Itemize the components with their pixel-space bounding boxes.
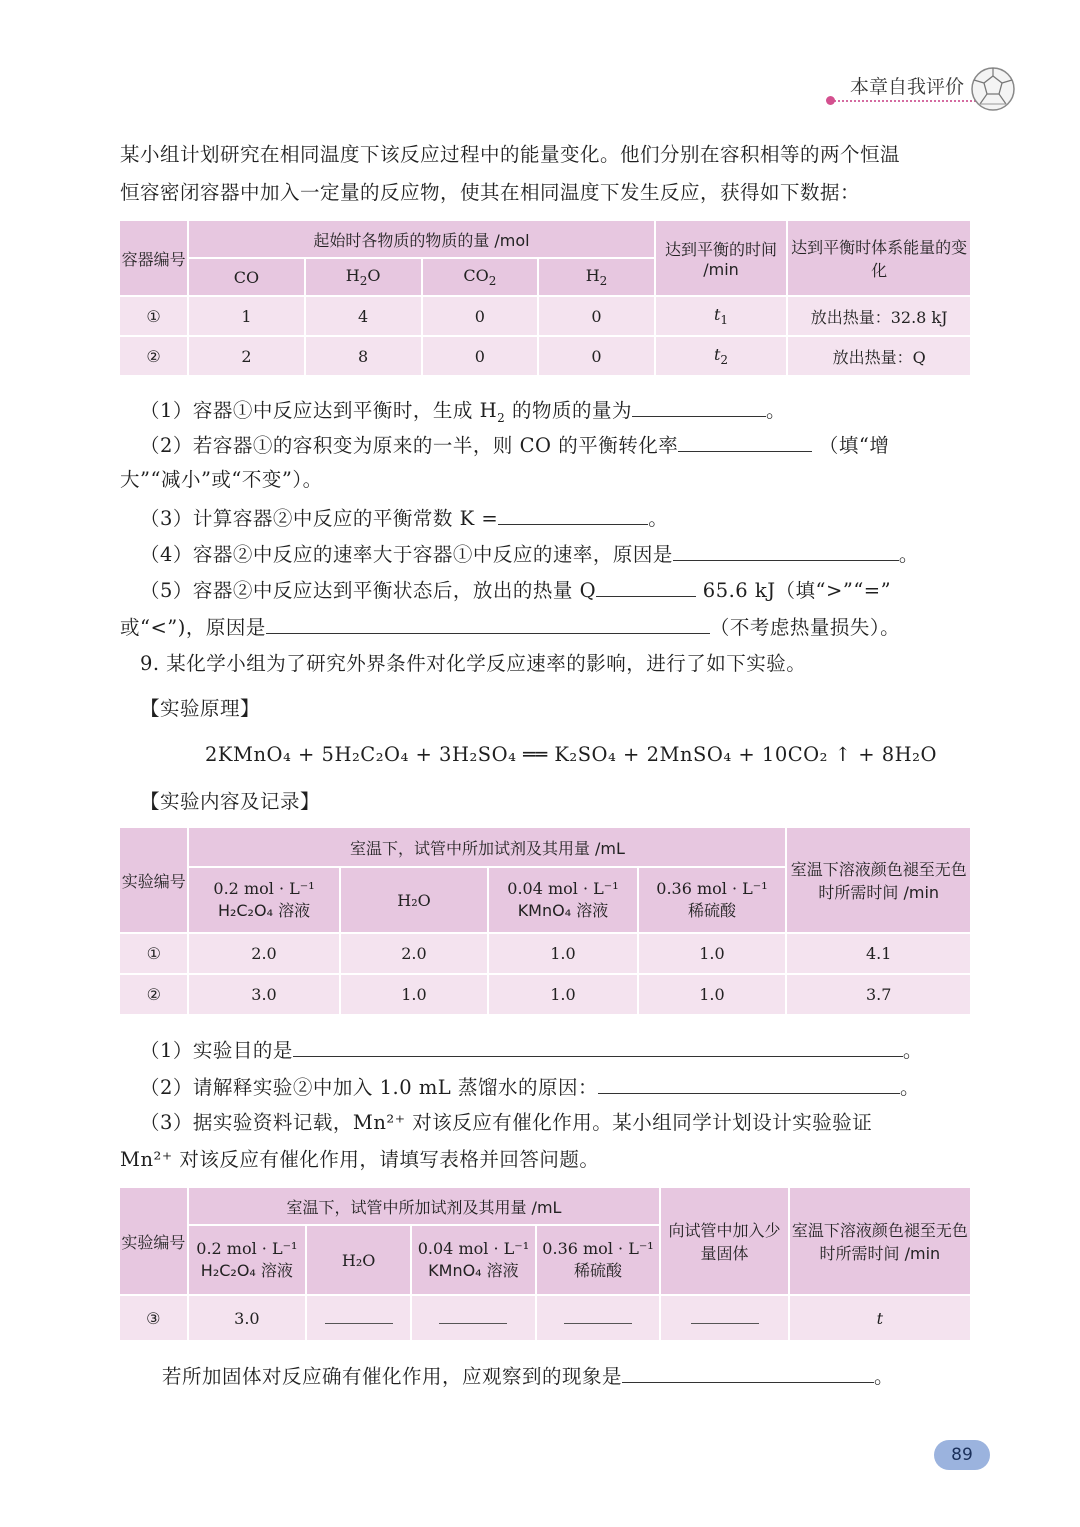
table-experiment [118, 826, 972, 1016]
page-header [820, 70, 1020, 110]
header-dot [826, 96, 835, 105]
header-title: 本章自我评价 [850, 76, 965, 98]
th-fade-time: 室温下溶液颜色褪至无色时所需时间 /min [789, 1187, 971, 1295]
q8-2-cont: 大”“减小”或“不变”）。 [120, 468, 323, 491]
table-energy [118, 219, 972, 377]
principle-label: 【实验原理】 [140, 697, 261, 720]
th-kmno4: 0.04 mol · L⁻¹ KMnO₄ 溶液 [488, 867, 637, 933]
th-fade-time: 室温下溶液颜色褪至无色时所需时间 /min [786, 827, 971, 933]
th-h2: $H_2$ [538, 258, 655, 296]
q9-intro: 9. 某化学小组为了研究外界条件对化学反应速率的影响，进行了如下实验。 [140, 652, 807, 675]
th-h2o: $H_2O$ [305, 258, 422, 296]
q8-5: （5）容器②中反应达到平衡状态后，放出的热量 Q 65.6 kJ（填“>”“=” [140, 579, 892, 602]
content-label: 【实验内容及记录】 [140, 790, 321, 813]
th-solid: 向试管中加入少量固体 [660, 1187, 788, 1295]
th-equilibrium-time: 达到平衡的时间 /min [655, 220, 788, 296]
reaction-equation: 2KMnO₄ + 5H₂C₂O₄ + 3H₂SO₄ ══ K₂SO₄ + 2MnSO₄ + 10CO₂ ↑ + 8H₂O [205, 743, 937, 766]
blank-kmno4 [411, 1295, 536, 1341]
table-catalyst [118, 1186, 972, 1342]
q9-3-cont: Mn²⁺ 对该反应有催化作用，请填写表格并回答问题。 [120, 1148, 600, 1171]
th-co2: $CO_2$ [422, 258, 539, 296]
q8-5-cont: 或“<”)，原因是 （不考虑热量损失）。 [120, 616, 901, 639]
table-row: ③ 3.0 t [119, 1295, 971, 1341]
blank-h2so4 [536, 1295, 661, 1341]
th-container: 容器编号 [119, 220, 188, 296]
fullerene-icon [970, 66, 1016, 112]
th-reagents: 室温下，试管中所加试剂及其用量 /mL [188, 827, 786, 867]
q9-2: （2）请解释实验②中加入 1.0 mL 蒸馏水的原因： 。 [140, 1076, 920, 1099]
table-row: ① 2.0 2.0 1.0 1.0 4.1 [119, 933, 971, 974]
q9-3: （3）据实验资料记载，Mn²⁺ 对该反应有催化作用。某小组同学计划设计实验验证 [140, 1111, 873, 1134]
table-row: ① 1 4 0 0 $t_1$ 放出热量：32.8 kJ [119, 296, 971, 336]
th-water: H₂O [306, 1225, 411, 1295]
th-co: CO [188, 258, 305, 296]
th-kmno4: 0.04 mol · L⁻¹ KMnO₄ 溶液 [411, 1225, 536, 1295]
q9-1: （1）实验目的是 。 [140, 1039, 923, 1062]
th-exp-no: 实验编号 [119, 827, 188, 933]
q8-2: （2）若容器①的容积变为原来的一半，则 CO 的平衡转化率 （填“增 [140, 434, 890, 457]
th-h2c2o4: 0.2 mol · L⁻¹ H₂C₂O₄ 溶液 [188, 1225, 306, 1295]
table-row: ② 3.0 1.0 1.0 1.0 3.7 [119, 974, 971, 1015]
th-h2c2o4: 0.2 mol · L⁻¹ H₂C₂O₄ 溶液 [188, 867, 339, 933]
header-dotted-line [830, 100, 980, 102]
page-number: 89 [934, 1440, 990, 1470]
th-water: H₂O [340, 867, 489, 933]
blank-water [306, 1295, 411, 1341]
th-reagents: 室温下，试管中所加试剂及其用量 /mL [188, 1187, 661, 1225]
intro-line-1: 某小组计划研究在相同温度下该反应过程中的能量变化。他们分别在容积相等的两个恒温 [120, 143, 901, 166]
th-h2so4: 0.36 mol · L⁻¹ 稀硫酸 [536, 1225, 661, 1295]
blank-solid [660, 1295, 788, 1341]
th-initial-amount: 起始时各物质的物质的量 /mol [188, 220, 655, 258]
table-row: ② 2 8 0 0 $t_2$ 放出热量：Q [119, 336, 971, 376]
intro-line-2: 恒容密闭容器中加入一定量的反应物，使其在相同温度下发生反应，获得如下数据： [120, 181, 861, 204]
th-exp-no: 实验编号 [119, 1187, 188, 1295]
q8-3: （3）计算容器②中反应的平衡常数 K = 。 [140, 507, 669, 530]
th-energy-change: 达到平衡时体系能量的变化 [787, 220, 971, 296]
th-h2so4: 0.36 mol · L⁻¹ 稀硫酸 [638, 867, 787, 933]
q8-1: （1）容器①中反应达到平衡时，生成 $H_2$ 的物质的量为 。 [140, 399, 786, 425]
q8-4: （4）容器②中反应的速率大于容器①中反应的速率，原因是 。 [140, 543, 919, 566]
final-question: 若所加固体对反应确有催化作用，应观察到的现象是 。 [162, 1365, 895, 1388]
